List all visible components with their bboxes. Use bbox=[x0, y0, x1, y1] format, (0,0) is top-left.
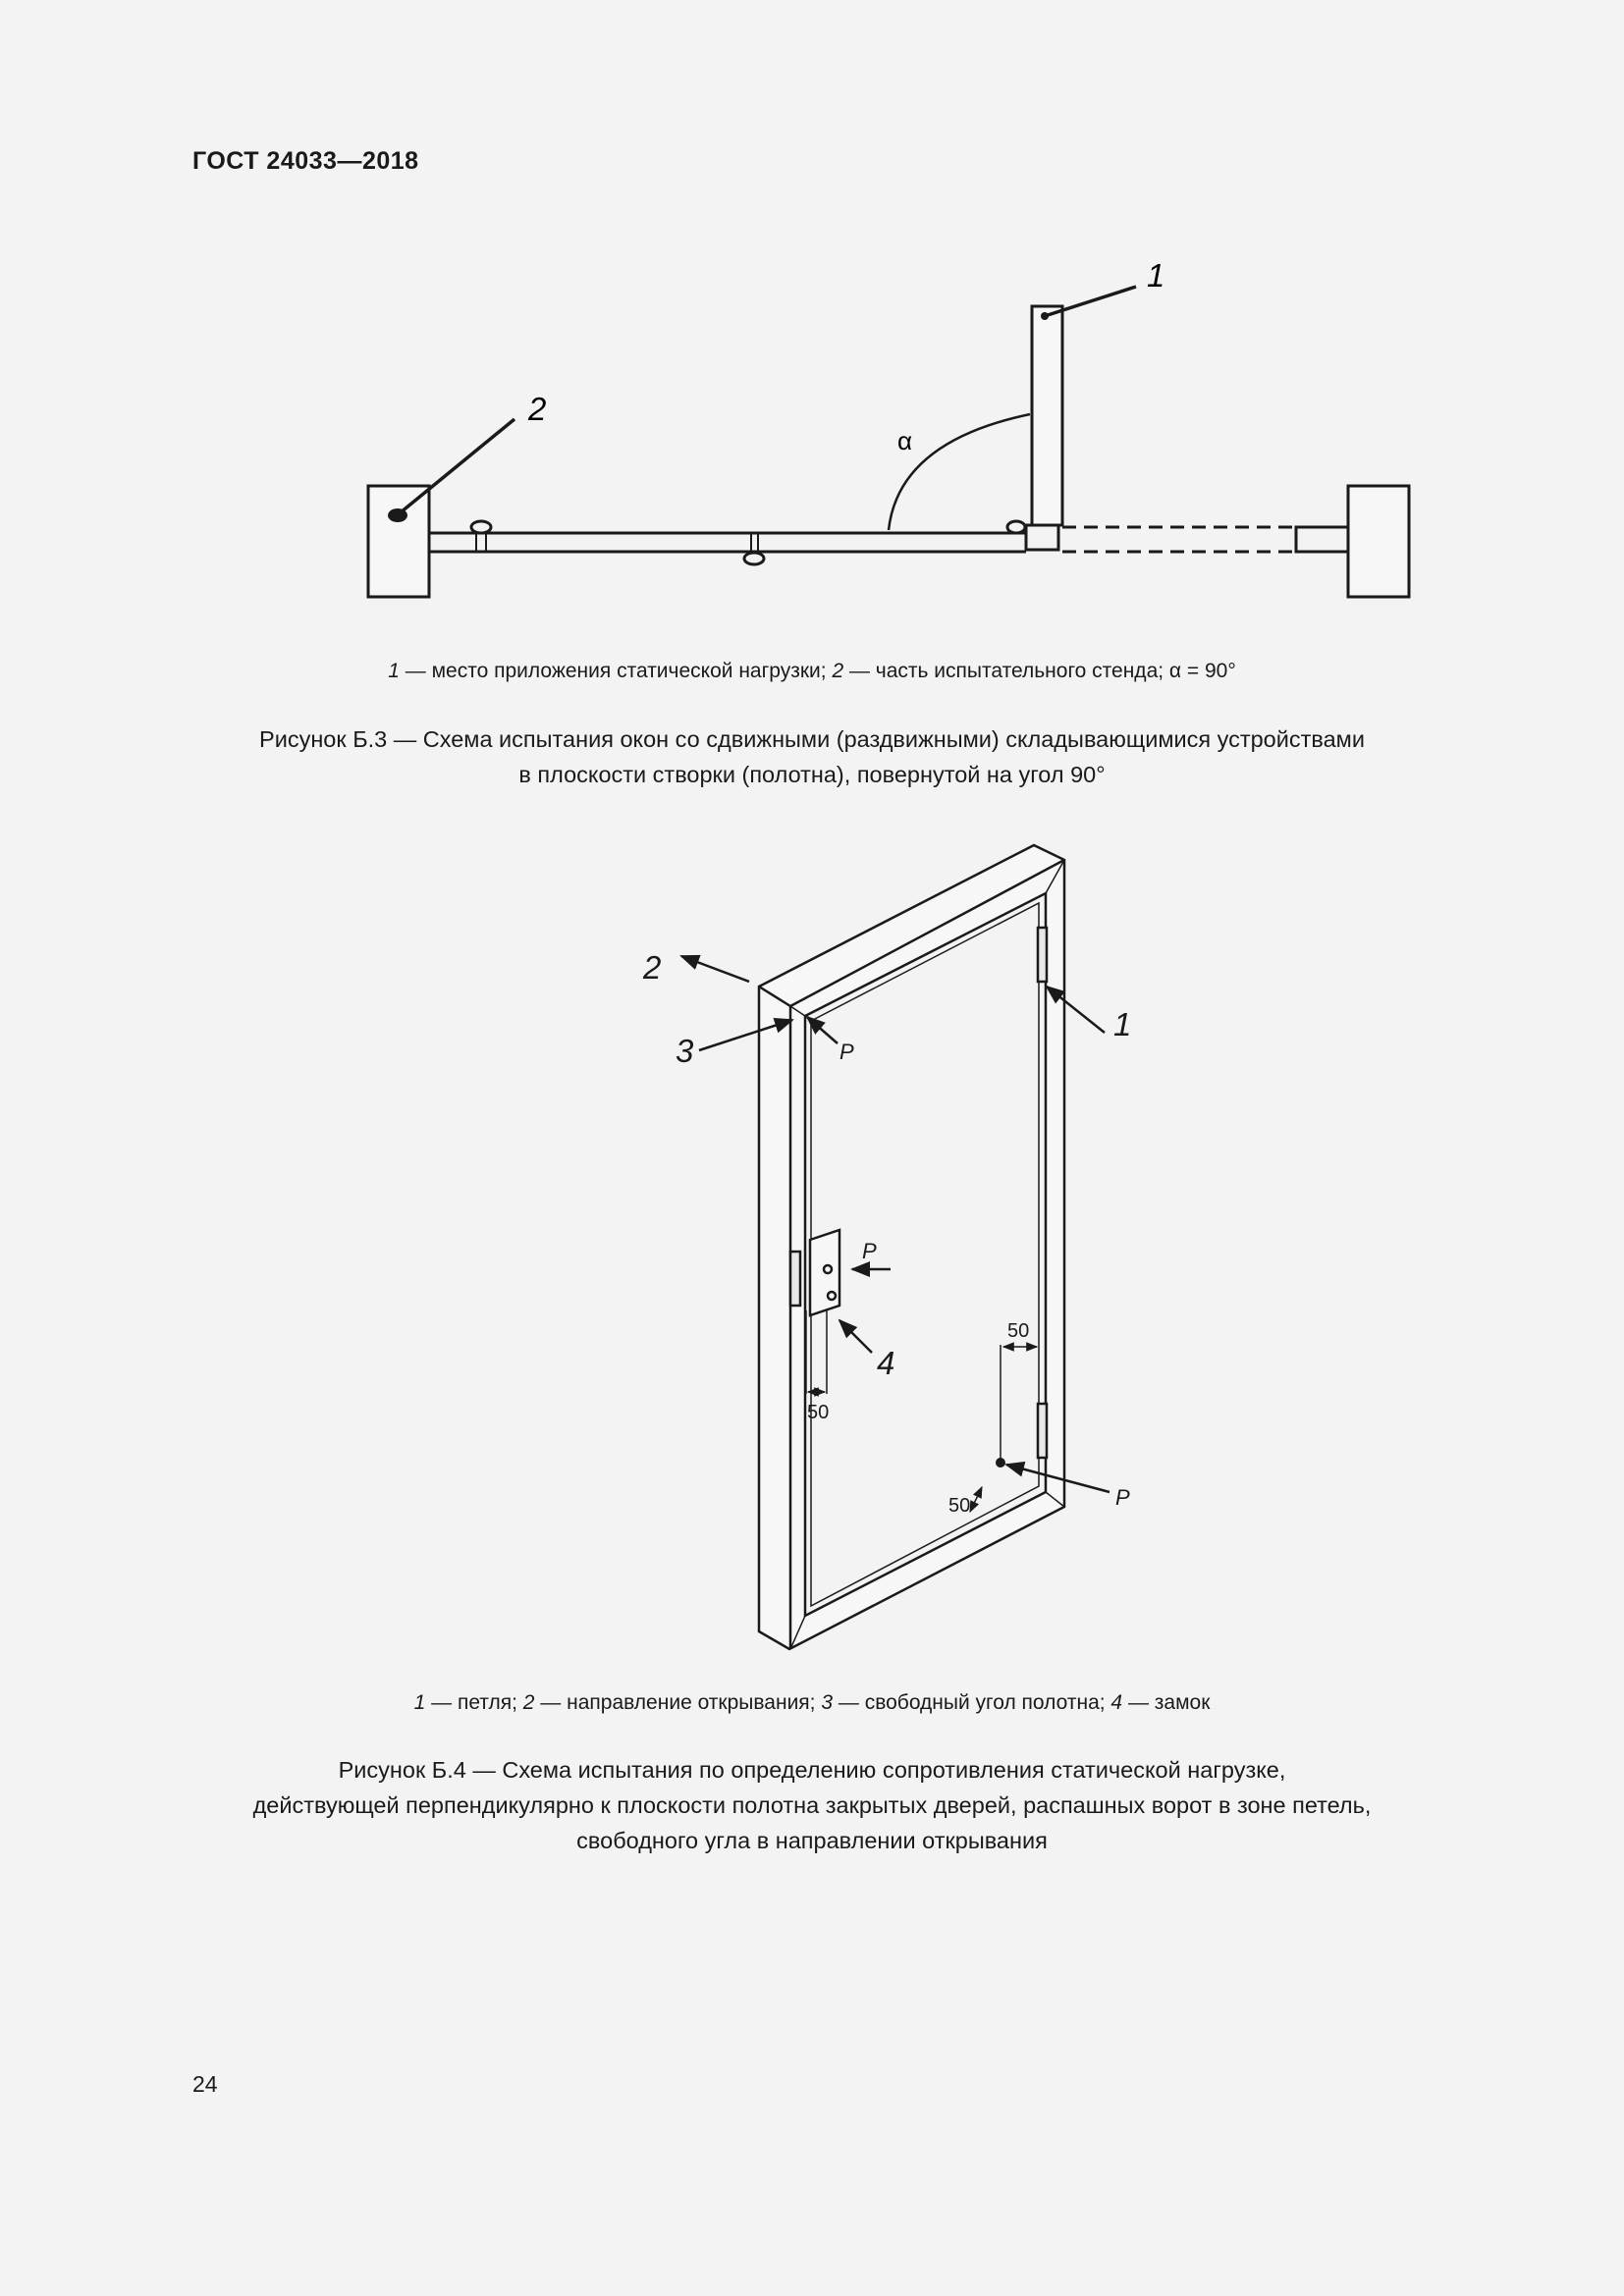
figure-b4-legend bbox=[0, 1691, 1624, 1715]
load-p-top-label: P bbox=[839, 1040, 854, 1064]
legend-text: — место приложения статической нагрузки; bbox=[399, 660, 833, 682]
dim-right-label: 50 bbox=[1007, 1320, 1030, 1342]
hinge-knob bbox=[1007, 521, 1025, 533]
dim-bottom-label: 50 bbox=[948, 1495, 971, 1517]
marker-1-label: 1 bbox=[1113, 1006, 1132, 1042]
marker-2-label: 2 bbox=[643, 949, 662, 986]
figure-b4-caption bbox=[0, 1752, 1624, 1858]
figure-b3-caption bbox=[0, 721, 1624, 792]
hinge-knob bbox=[744, 553, 764, 564]
document-header: ГОСТ 24033—2018 bbox=[192, 147, 419, 175]
load-p-lock-label: P bbox=[862, 1239, 877, 1263]
load-p-bottom-label: P bbox=[1115, 1485, 1130, 1510]
caption-line: Рисунок Б.4 — Схема испытания по определению сопротивления статической нагрузке, bbox=[338, 1757, 1286, 1783]
legend-text: — направление открывания; bbox=[534, 1691, 822, 1714]
legend-num: 4 bbox=[1110, 1691, 1123, 1714]
legend-text: — свободный угол полотна; bbox=[833, 1691, 1111, 1714]
hinge-upper bbox=[1038, 928, 1047, 982]
legend-num: 2 bbox=[522, 1691, 535, 1714]
angle-alpha-label: α bbox=[897, 426, 913, 455]
door-opening bbox=[805, 893, 1046, 1616]
figure-b3-diagram bbox=[0, 245, 1624, 618]
legend-num: 1 bbox=[413, 1691, 426, 1714]
test-stand-left bbox=[368, 486, 429, 597]
marker-3-label: 3 bbox=[676, 1033, 694, 1069]
legend-text: — часть испытательного стенда; α = 90° bbox=[843, 660, 1236, 682]
hinge-knob bbox=[471, 521, 491, 533]
caption-line: в плоскости створки (полотна), повернутой на угол 90° bbox=[518, 762, 1106, 787]
legend-text: — замок bbox=[1122, 1691, 1211, 1714]
test-stand-right bbox=[1348, 486, 1409, 597]
sash-rotated bbox=[1032, 306, 1062, 525]
marker-2-label: 2 bbox=[528, 391, 547, 427]
figure-b4-diagram bbox=[0, 834, 1624, 1659]
dim-lock-label: 50 bbox=[807, 1402, 830, 1423]
caption-line: действующей перпендикулярно к плоскости полотна закрытых дверей, распашных ворот в зоне петель, bbox=[252, 1792, 1372, 1818]
figure-b3-legend bbox=[0, 660, 1624, 683]
legend-num: 3 bbox=[821, 1691, 834, 1714]
legend-text: — петля; bbox=[425, 1691, 523, 1714]
caption-line: Рисунок Б.3 — Схема испытания окон со сдвижными (раздвижными) складывающимися устройствами bbox=[259, 726, 1365, 752]
page-number: 24 bbox=[192, 2071, 218, 2097]
marker-1-label: 1 bbox=[1147, 257, 1165, 294]
marker-4-label: 4 bbox=[877, 1345, 895, 1381]
hinge-lower bbox=[1038, 1404, 1047, 1458]
caption-line: свободного угла в направлении открывания bbox=[576, 1828, 1048, 1853]
legend-num: 1 bbox=[388, 660, 400, 682]
legend-num: 2 bbox=[832, 660, 844, 682]
